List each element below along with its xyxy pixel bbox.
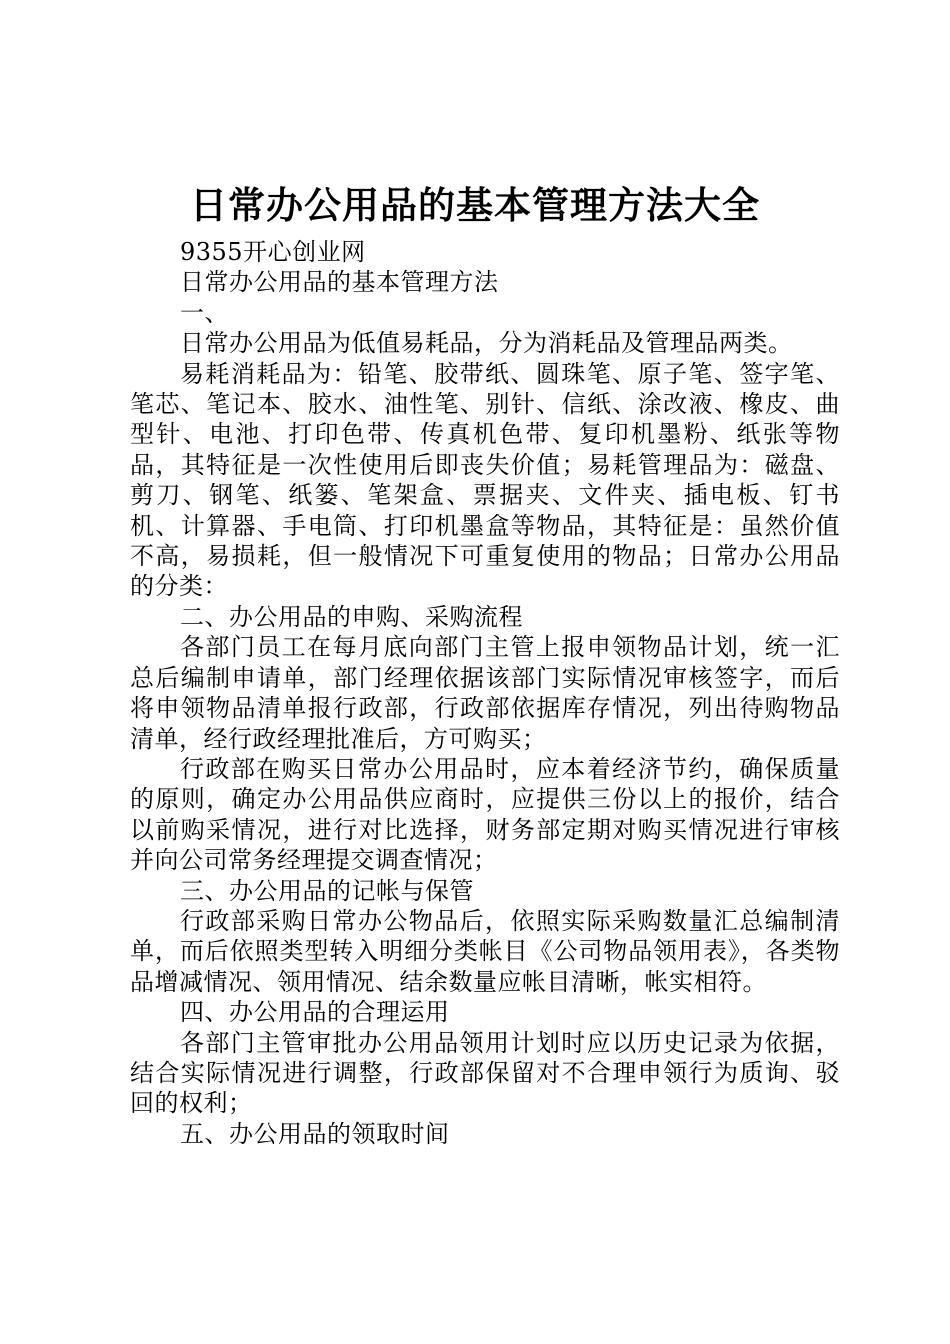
body-paragraph: 行政部采购日常办公物品后，依照实际采购数量汇总编制清单，而后依照类型转入明细分类帐目《公司物品领用表》，各类物品增减情况、领用情况、结余数量应帐目清晰，帐实相符。 xyxy=(130,906,840,996)
section-4-heading: 四、办公用品的合理运用 xyxy=(180,998,450,1027)
body-paragraph: 易耗消耗品为：铅笔、胶带纸、圆珠笔、原子笔、签字笔、笔芯、笔记本、胶水、油性笔、别针、信纸、涂改液、橡皮、曲型针、电池、打印色带、传真机色带、复印机墨粉、纸张等物品，其特征是一次性使用后即丧失价值；易耗管理品为：磁盘、剪刀、钢笔、纸篓、笔架盒、票据夹、文件夹、插电板、钉书机、计算器、手电筒、打印机墨盒等物品，其特征是：虽然价值不高，易损耗，但一般情况下可重复使用的物品；日常办公用品的分类： xyxy=(130,359,840,601)
body-paragraph: 日常办公用品为低值易耗品，分为消耗品及管理品两类。 xyxy=(180,329,793,358)
document-body xyxy=(130,237,840,1149)
section-3-heading: 三、办公用品的记帐与保管 xyxy=(180,876,474,905)
source-line: 9355开心创业网 xyxy=(180,238,366,266)
document-title: 日常办公用品的基本管理方法大全 xyxy=(190,184,760,227)
section-2-heading: 二、办公用品的申购、采购流程 xyxy=(180,602,523,631)
body-paragraph: 各部门主管审批办公用品领用计划时应以历史记录为依据，结合实际情况进行调整，行政部保留对不合理申领行为质询、驳回的权利； xyxy=(130,1028,840,1118)
section-1-heading: 一、 xyxy=(180,298,229,327)
subtitle-paragraph: 日常办公用品的基本管理方法 xyxy=(180,268,499,297)
section-5-heading: 五、办公用品的领取时间 xyxy=(180,1119,450,1148)
body-paragraph: 各部门员工在每月底向部门主管上报申领物品计划，统一汇总后编制申请单，部门经理依据该部门实际情况审核签字，而后将申领物品清单报行政部，行政部依据库存情况，列出待购物品清单，经行政经理批准后，方可购买； xyxy=(130,633,840,753)
body-paragraph: 行政部在购买日常办公用品时，应本着经济节约，确保质量的原则，确定办公用品供应商时，应提供三份以上的报价，结合以前购采情况，进行对比选择，财务部定期对购买情况进行审核并向公司常务经理提交调查情况； xyxy=(130,754,840,875)
